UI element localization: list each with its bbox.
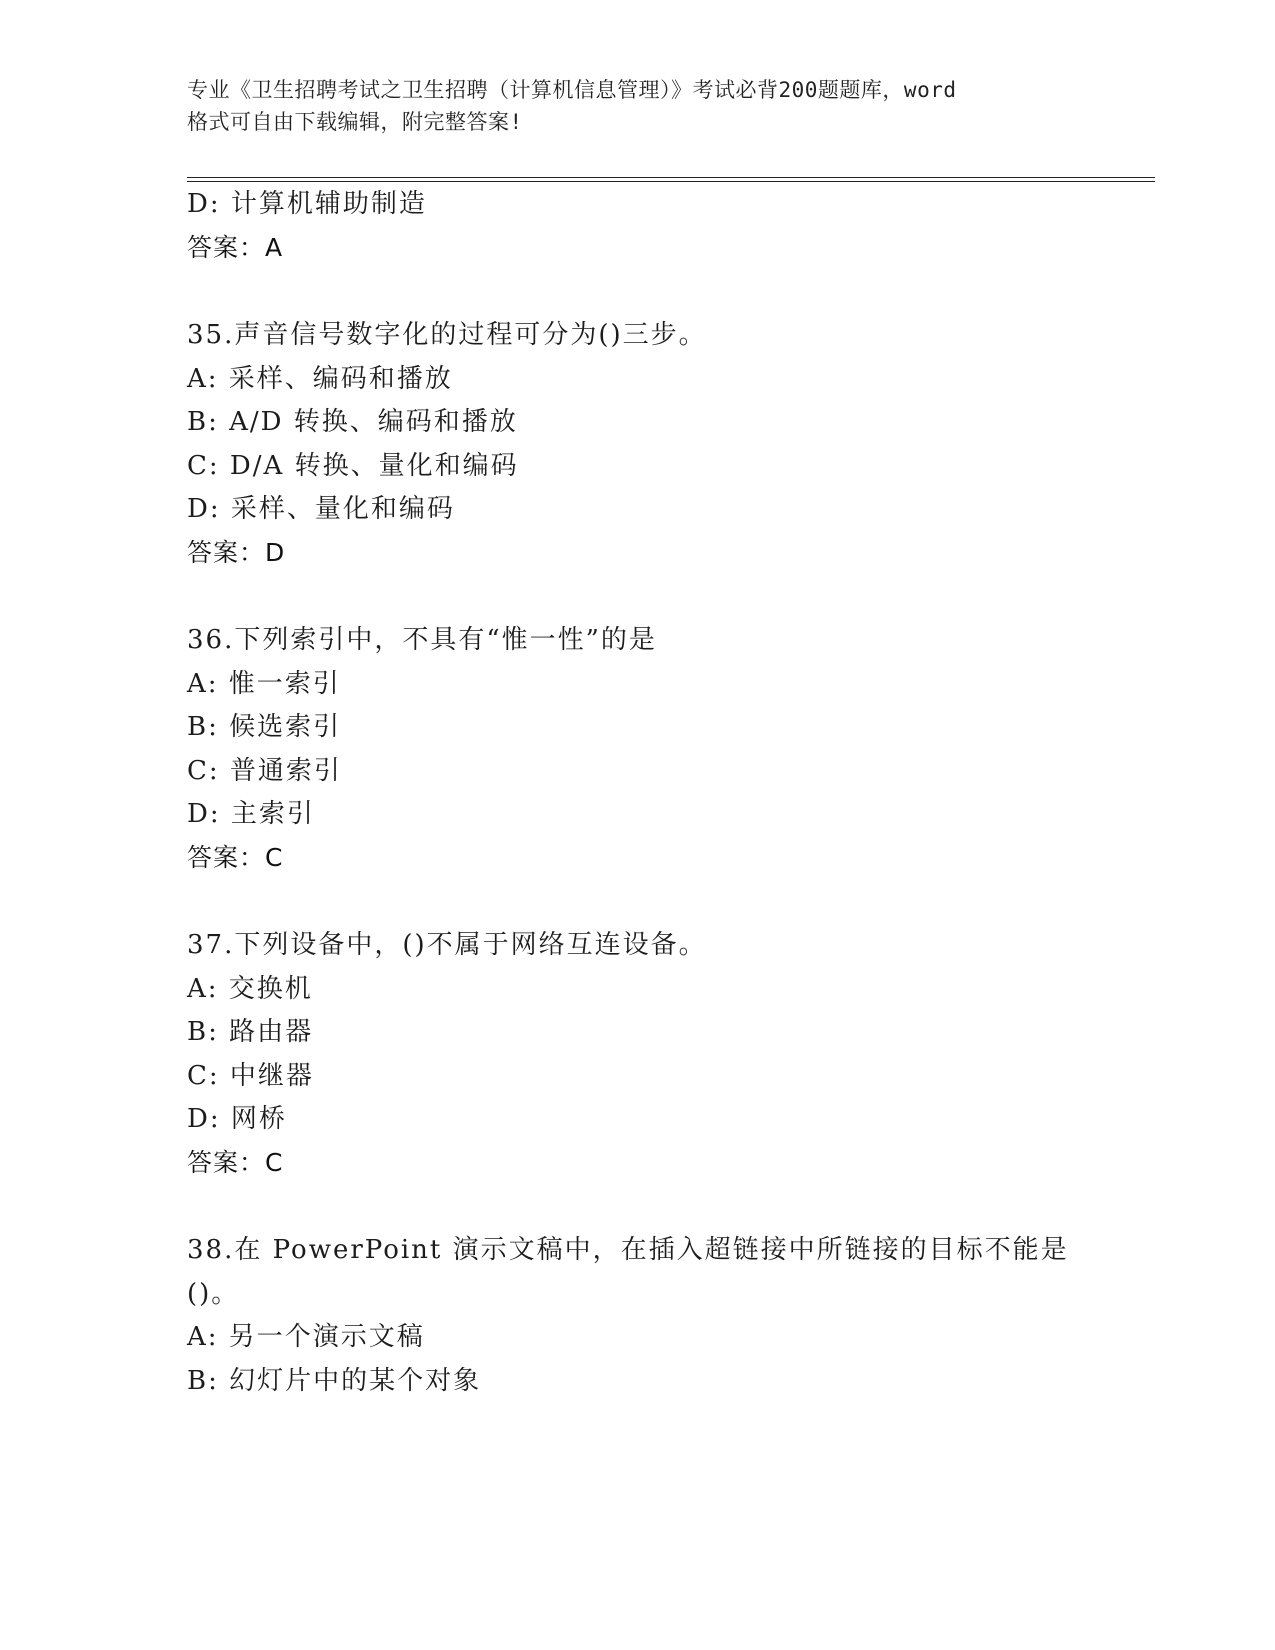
q37-option-d: D: 网桥 <box>187 1104 287 1134</box>
q37-question: 37.下列设备中，()不属于网络互连设备。 <box>187 930 707 960</box>
q35-option-d: D: 采样、量化和编码 <box>187 494 455 524</box>
q35-option-a: A: 采样、编码和播放 <box>187 364 453 394</box>
prev-answer: 答案：A <box>187 233 284 262</box>
q38-question-line-2: ()。 <box>187 1279 240 1309</box>
q35-option-b: B: A/D 转换、编码和播放 <box>187 407 518 437</box>
q37-option-c: C: 中继器 <box>187 1061 314 1091</box>
q36-option-d: D: 主索引 <box>187 799 315 829</box>
q37-option-a: A: 交换机 <box>187 974 313 1004</box>
q35-answer: 答案：D <box>187 538 286 567</box>
header-title-line-2: 格式可自由下载编辑，附完整答案! <box>187 110 523 134</box>
header-divider <box>187 177 1155 182</box>
document-header <box>187 74 1087 138</box>
q38-option-b: B: 幻灯片中的某个对象 <box>187 1366 482 1396</box>
q38-question-line-1: 38.在 PowerPoint 演示文稿中，在插入超链接中所链接的目标不能是 <box>187 1235 1069 1265</box>
q36-option-b: B: 候选索引 <box>187 712 342 742</box>
q36-answer: 答案：C <box>187 843 284 872</box>
q37-option-b: B: 路由器 <box>187 1017 314 1047</box>
q37-answer: 答案：C <box>187 1148 284 1177</box>
prev-option-d: D: 计算机辅助制造 <box>187 189 427 219</box>
q36-question: 36.下列索引中，不具有“惟一性”的是 <box>187 625 657 655</box>
header-title-line-1: 专业《卫生招聘考试之卫生招聘（计算机信息管理）》考试必背200题题库，word <box>187 78 957 102</box>
q36-option-a: A: 惟一索引 <box>187 669 341 699</box>
q35-option-c: C: D/A 转换、量化和编码 <box>187 451 519 481</box>
q38-option-a: A: 另一个演示文稿 <box>187 1322 425 1352</box>
q35-question: 35.声音信号数字化的过程可分为()三步。 <box>187 320 707 350</box>
q36-option-c: C: 普通索引 <box>187 756 342 786</box>
